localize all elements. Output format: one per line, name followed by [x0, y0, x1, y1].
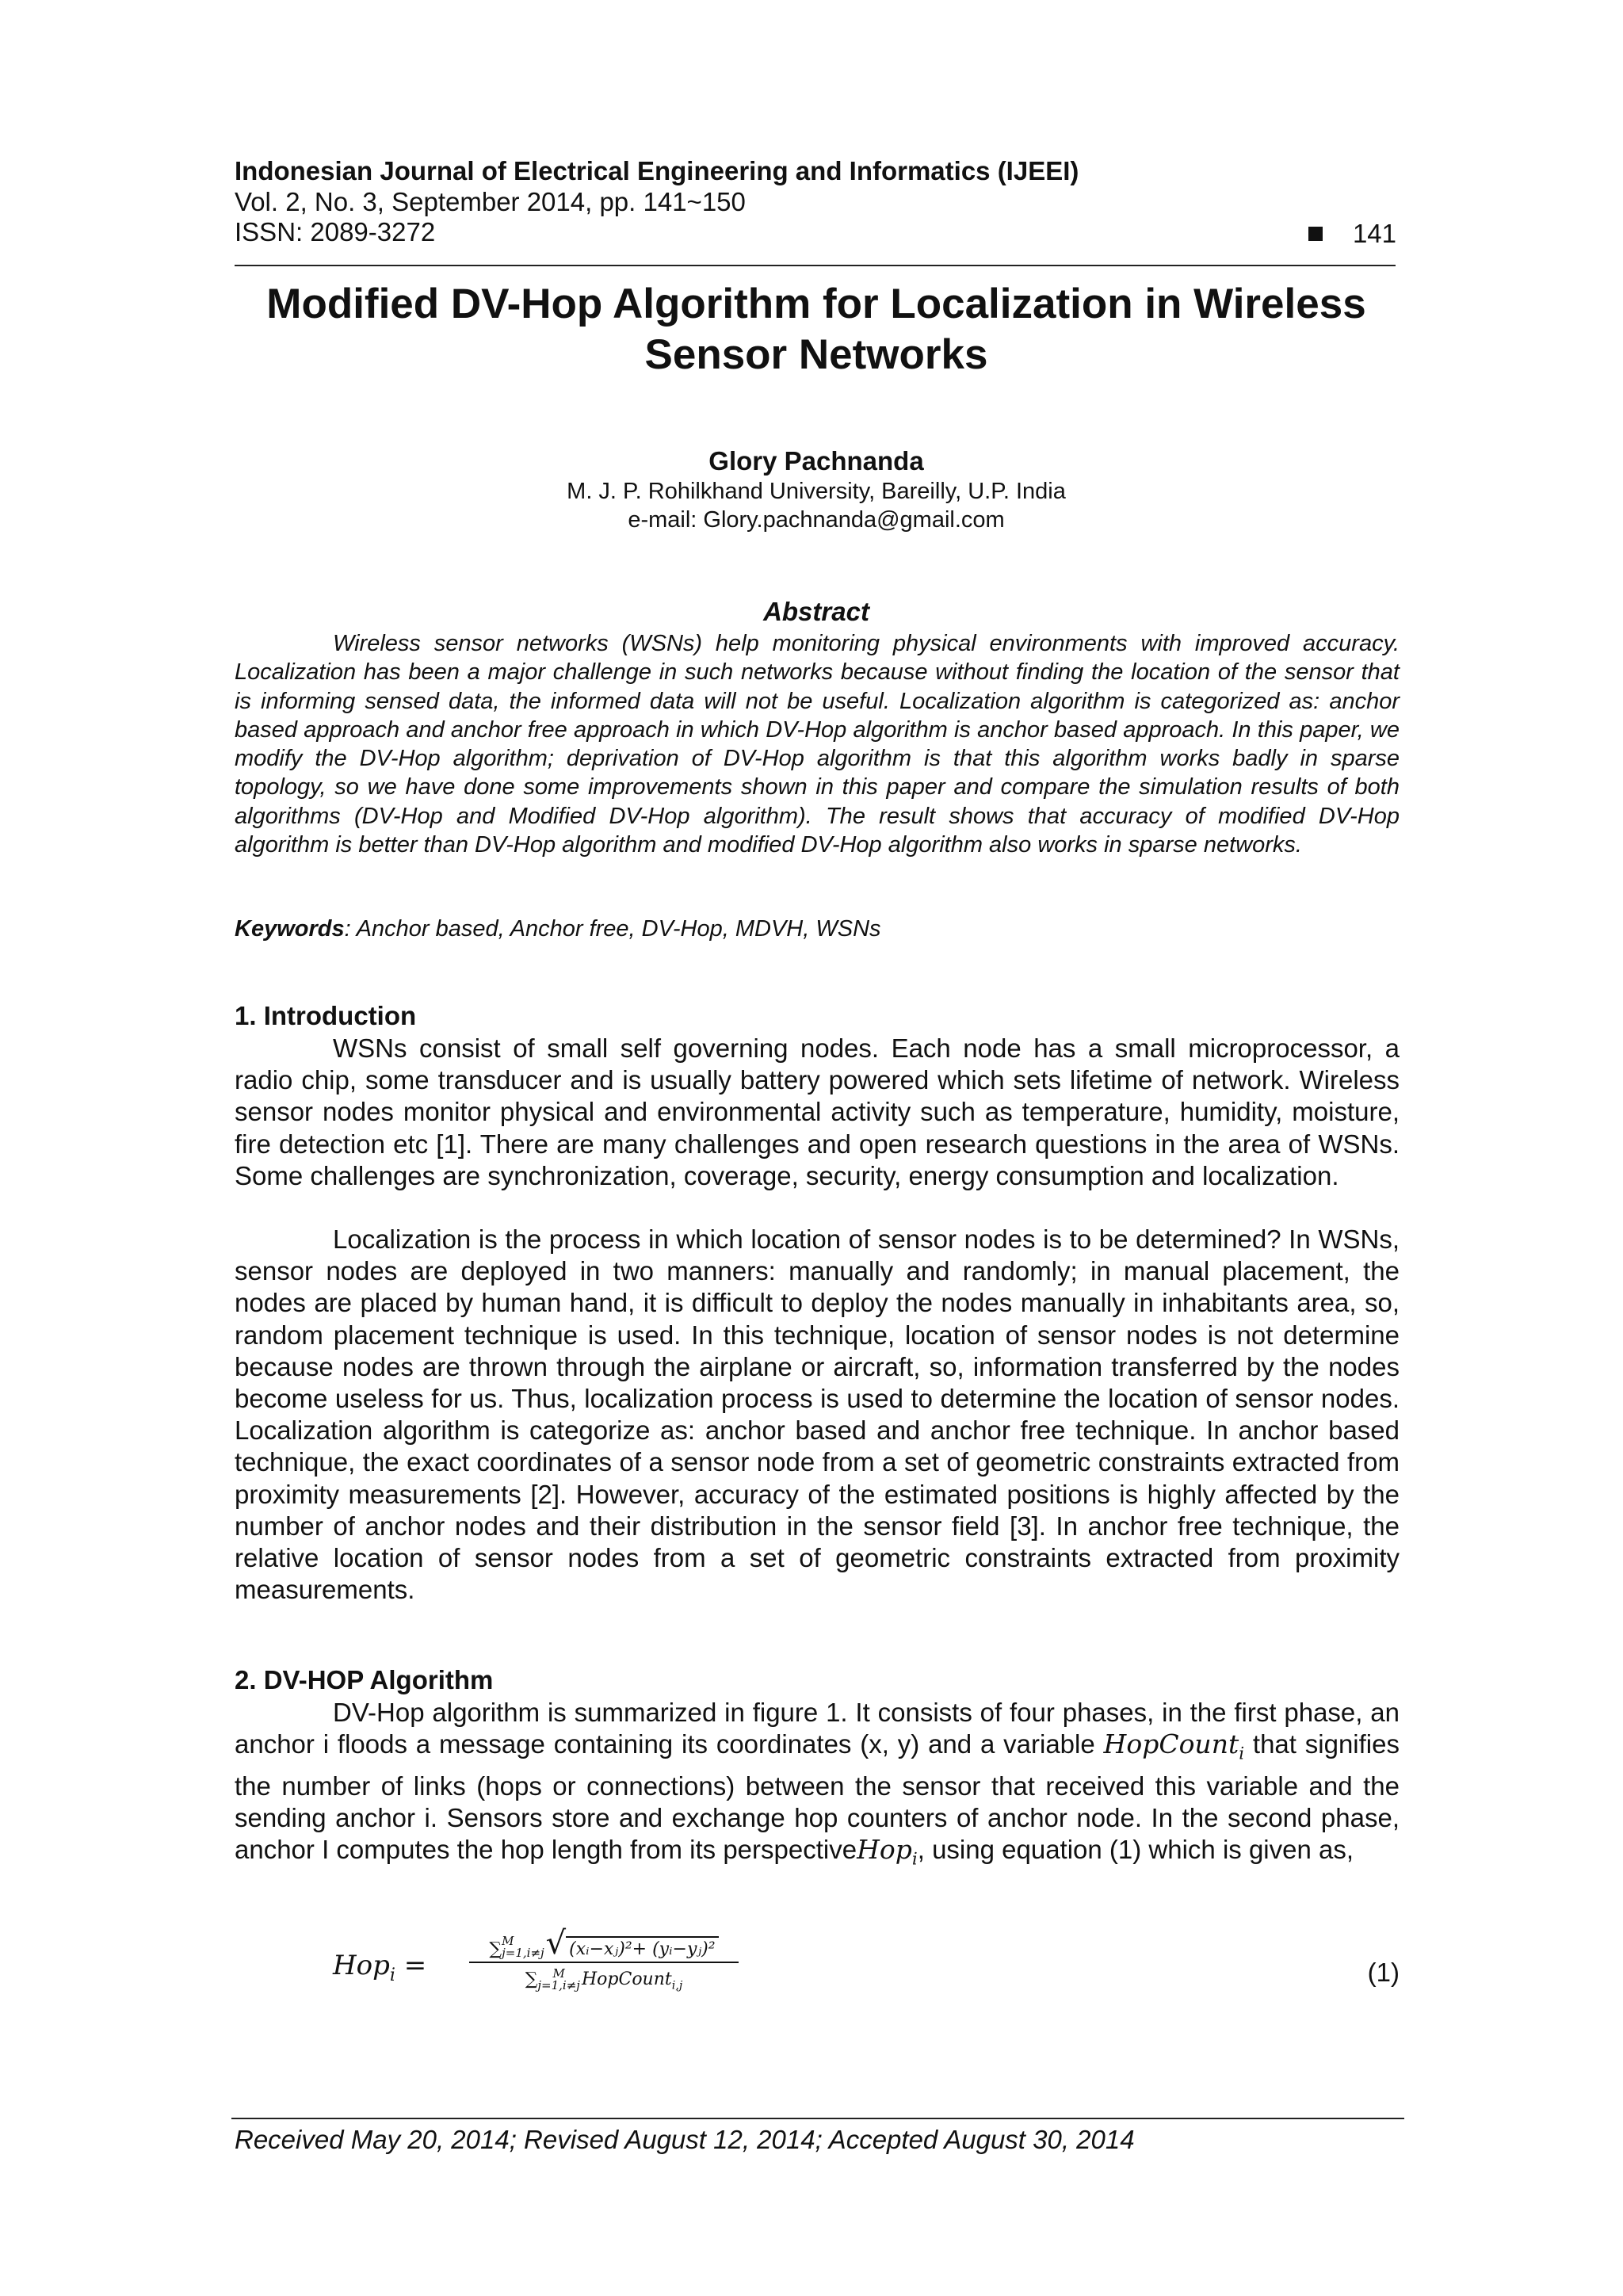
journal-header	[235, 155, 1400, 249]
dvhop-paragraph	[235, 1697, 1400, 1876]
section-heading-introduction: 1. Introduction	[235, 1001, 417, 1030]
den-var-sub: i,j	[671, 1979, 683, 1992]
sum-limits	[502, 1935, 544, 1959]
fraction-denominator	[469, 1968, 739, 1992]
equation-1	[333, 1913, 1400, 2016]
hop-var-base: Hop	[857, 1834, 912, 1866]
intro-paragraph-1: WSNs consist of small self governing nodes. Each node has a small microprocessor, a radio chip, some transducer and is usually battery powered which sets lifetime of network. Wireless sensor nodes monitor physical and environmental activity such as temperature, humidity, moisture, fire detection etc [1]. There are many challenges and open research questions in the area of WSNs. Some challenges are synchronization, coverage, security, energy consumption and localization.	[235, 1033, 1400, 1190]
den-sum-limits	[537, 1968, 580, 1992]
hop-variable	[857, 1834, 918, 1870]
volume-line: Vol. 2, No. 3, September 2014, pp. 141~150	[235, 187, 746, 216]
hopcount-variable	[1103, 1729, 1245, 1764]
journal-name: Indonesian Journal of Electrical Engineering and Informatics (IJEEI)	[235, 156, 1079, 185]
den-sum-sub: j=1,i≠j	[537, 1978, 580, 1992]
sqrt-icon: √	[545, 1925, 567, 1962]
issn: ISSN: 2089-3272	[235, 217, 436, 246]
author-affiliation: M. J. P. Rohilkhand University, Bareilly, U.P. India	[567, 479, 1066, 504]
received-dates: Received May 20, 2014; Revised August 12, 2014; Accepted August 30, 2014	[235, 2125, 1135, 2154]
dvhop-text-part1: DV-Hop algorithm is summarized in figure 1. It consists of four phases, in the first phase, an anchor i floods a message containing its coordinates (x, y) and a variable	[235, 1698, 1400, 1759]
footer-divider	[231, 2118, 1404, 2119]
den-sum-sup: M	[552, 1966, 565, 1981]
sum-sub: j=1,i≠j	[502, 1946, 544, 1960]
radicand: (xᵢ−xⱼ)²+ (yᵢ−yⱼ)²	[566, 1936, 718, 1959]
equation-fraction	[469, 1913, 739, 1992]
keywords-label: Keywords	[235, 916, 345, 942]
fraction-numerator	[469, 1913, 739, 1962]
equation-lhs	[333, 1950, 426, 1985]
paper-title: Modified DV-Hop Algorithm for Localization in Wireless Sensor Networks	[266, 281, 1366, 378]
author-email: e-mail: Glory.pachnanda@gmail.com	[628, 507, 1005, 533]
hopcount-var-base: HopCount	[1103, 1729, 1239, 1760]
dvhop-text-part3: , using equation (1) which is given as,	[917, 1835, 1354, 1865]
hopcount-var-sub: i	[1239, 1744, 1245, 1764]
eq-lhs-sub: i	[389, 1964, 395, 1985]
keywords	[235, 915, 1400, 943]
fraction-bar	[469, 1962, 739, 1963]
issn-row	[235, 217, 1400, 249]
equation-number: (1)	[1367, 1958, 1400, 1987]
author-block	[222, 445, 1411, 534]
eq-lhs-base: Hop	[333, 1950, 390, 1981]
eq-equals: =	[403, 1950, 427, 1981]
den-var-base: HopCount	[581, 1969, 672, 1989]
author-name: Glory Pachnanda	[708, 446, 924, 476]
square-bullet-icon	[1308, 227, 1323, 241]
hop-var-sub: i	[911, 1850, 918, 1870]
abstract-heading: Abstract	[763, 597, 869, 626]
sum-sup: M	[502, 1934, 514, 1948]
sqrt-expression	[545, 1925, 719, 1962]
dvhop-text-part2: that signifies the number of links (hops or connections) between the sensor that received this variable and the sending anchor i. Sensors store and exchange hop counters of anchor node. In the second phase, anchor I computes the hop length from its perspective	[235, 1729, 1400, 1865]
section-heading-dvhop: 2. DV-HOP Algorithm	[235, 1665, 494, 1694]
intro-paragraph-2: Localization is the process in which location of sensor nodes is to be determined? In WSNs, sensor nodes are deployed in two manners: manually and randomly; in manual placement, the nodes are placed by human hand, it is difficult to deploy the nodes manually in inhabitants area, so, random placement technique is used. In this technique, location of sensor nodes is not determine because nodes are thrown through the airplane or aircraft, so, information transferred by the nodes become useless for us. Thus, localization process is used to determine the location of sensor nodes. Localization algorithm is categorize as: anchor based and anchor free technique. In anchor based technique, the exact coordinates of a sensor node from a set of geometric constraints extracted from proximity measurements [2]. However, accuracy of the estimated positions is highly affected by the number of anchor nodes and their distribution in the sensor field [3]. In anchor free technique, the relative location of sensor nodes from a set of geometric constraints extracted from proximity measurements.	[235, 1224, 1400, 1605]
keywords-text: : Anchor based, Anchor free, DV-Hop, MDVH, WSNs	[344, 916, 881, 942]
abstract-text: Wireless sensor networks (WSNs) help monitoring physical environments with improved accuracy. Localization has been a major challenge in such networks because without finding the location of the sensor that is informing sensed data, the informed data will not be useful. Localization algorithm is categorized as: anchor based approach and anchor free approach in which DV-Hop algorithm is anchor based approach. In this paper, we modify the DV-Hop algorithm; deprivation of DV-Hop algorithm is that this algorithm works badly in sparse topology, so we have done some improvements shown in this paper and compare the simulation results of both algorithms (DV-Hop and Modified DV-Hop algorithm). The result shows that accuracy of modified DV-Hop algorithm is better than DV-Hop algorithm and modified DV-Hop algorithm also works in sparse networks.	[235, 631, 1400, 858]
page-number: 141	[1352, 219, 1396, 248]
page-number-block	[1308, 219, 1400, 249]
den-sum-symbol: ∑	[525, 1969, 538, 1989]
header-divider	[235, 265, 1396, 266]
sum-symbol: ∑	[489, 1939, 502, 1959]
